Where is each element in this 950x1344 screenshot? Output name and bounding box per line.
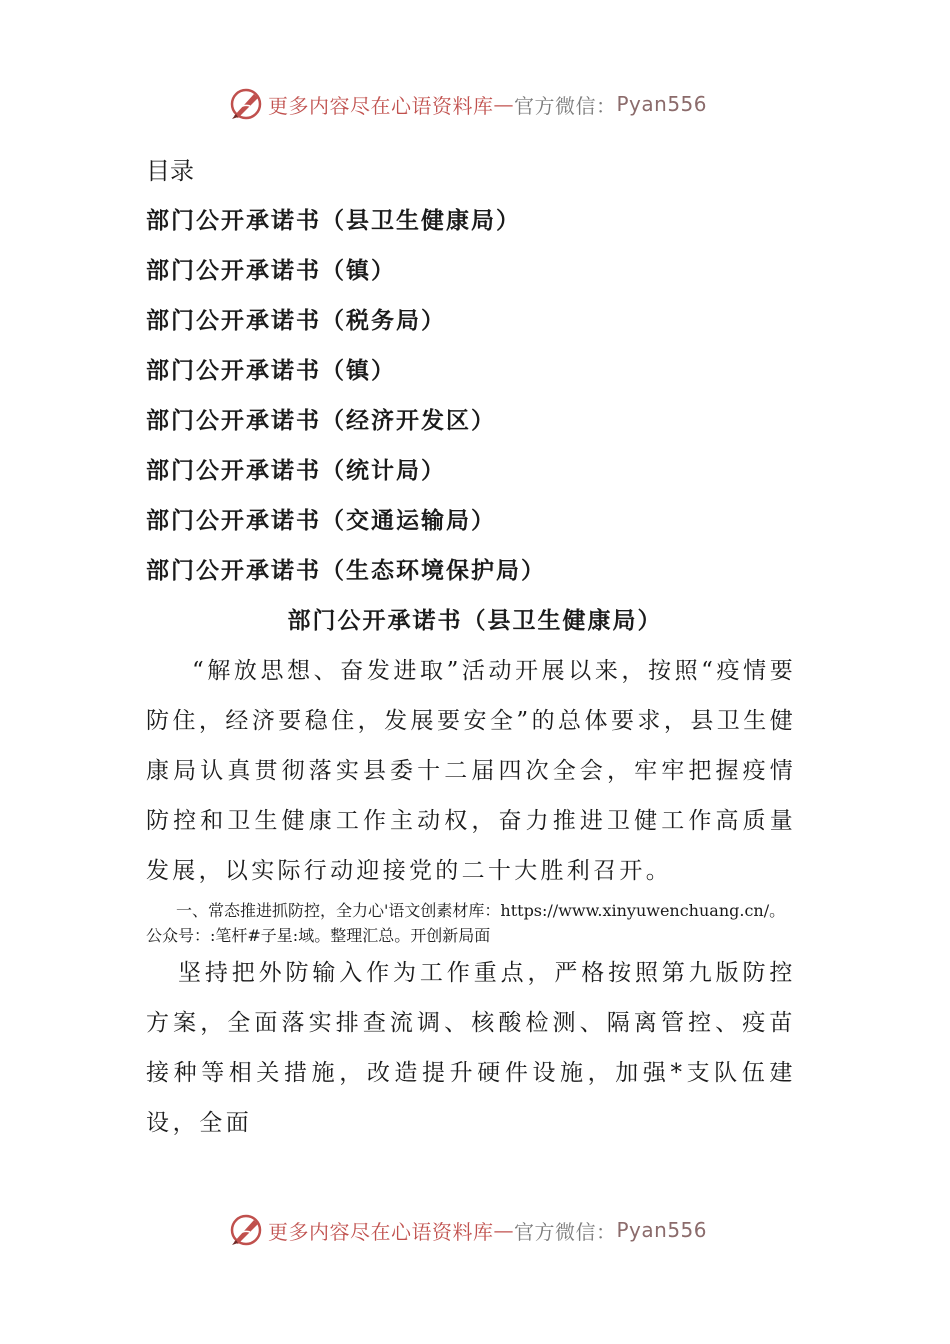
banner-wechat-label: 官方微信： xyxy=(514,1219,617,1244)
banner-main-text: 更多内容尽在心语资料库 xyxy=(268,93,494,118)
pen-circle-logo-icon xyxy=(228,86,264,122)
banner-wechat-id: Pyan556 xyxy=(616,1218,708,1242)
footer-banner xyxy=(228,1210,707,1250)
toc-item[interactable]: 部门公开承诺书（统计局） xyxy=(146,457,446,484)
body-paragraph-intro: “解放思想、奋发进取”活动开展以来，按照“疫情要防住，经济要稳住，发展要安全”的总体要求，县卫生健康局认真贯彻落实县委十二届四次全会，牢牢把握疫情防控和卫生健康工作主动权，奋力推进卫健工作高质量发展，以实际行动迎接党的二十大胜利召开。 xyxy=(146,658,796,884)
toc-item[interactable]: 部门公开承诺书（经济开发区） xyxy=(146,407,496,434)
banner-main-text: 更多内容尽在心语资料库 xyxy=(268,1219,494,1244)
toc-item[interactable]: 部门公开承诺书（生态环境保护局） xyxy=(146,557,546,584)
toc-item[interactable]: 部门公开承诺书（交通运输局） xyxy=(146,507,496,534)
toc-item[interactable]: 部门公开承诺书（税务局） xyxy=(146,307,446,334)
subheading-1: 一、常态推进抓防控，全力心'语文创素材库：https://www.xinyuwenchuang.cn/。公众号：:笔杆#子星:域。整理汇总。开创新局面 xyxy=(146,901,786,945)
body-paragraph-2: 坚持把外防输入作为工作重点，严格按照第九版防控方案，全面落实排查流调、核酸检测、隔离管控、疫苗接种等相关措施，改造提升硬件设施，加强*支队伍建设，全面 xyxy=(146,960,796,1136)
toc-item[interactable]: 部门公开承诺书（镇） xyxy=(146,257,396,284)
toc-item[interactable]: 部门公开承诺书（镇） xyxy=(146,357,396,384)
banner-wechat-id: Pyan556 xyxy=(616,92,708,116)
toc-list xyxy=(146,204,546,604)
section-title: 部门公开承诺书（县卫生健康局） xyxy=(287,607,663,634)
toc-item[interactable]: 部门公开承诺书（县卫生健康局） xyxy=(146,207,521,234)
banner-dash: — xyxy=(493,1218,514,1242)
banner-wechat-label: 官方微信： xyxy=(514,93,617,118)
header-banner xyxy=(228,84,707,124)
toc-title: 目录 xyxy=(146,157,194,185)
banner-dash: — xyxy=(493,92,514,116)
pen-circle-logo-icon xyxy=(228,1212,264,1248)
